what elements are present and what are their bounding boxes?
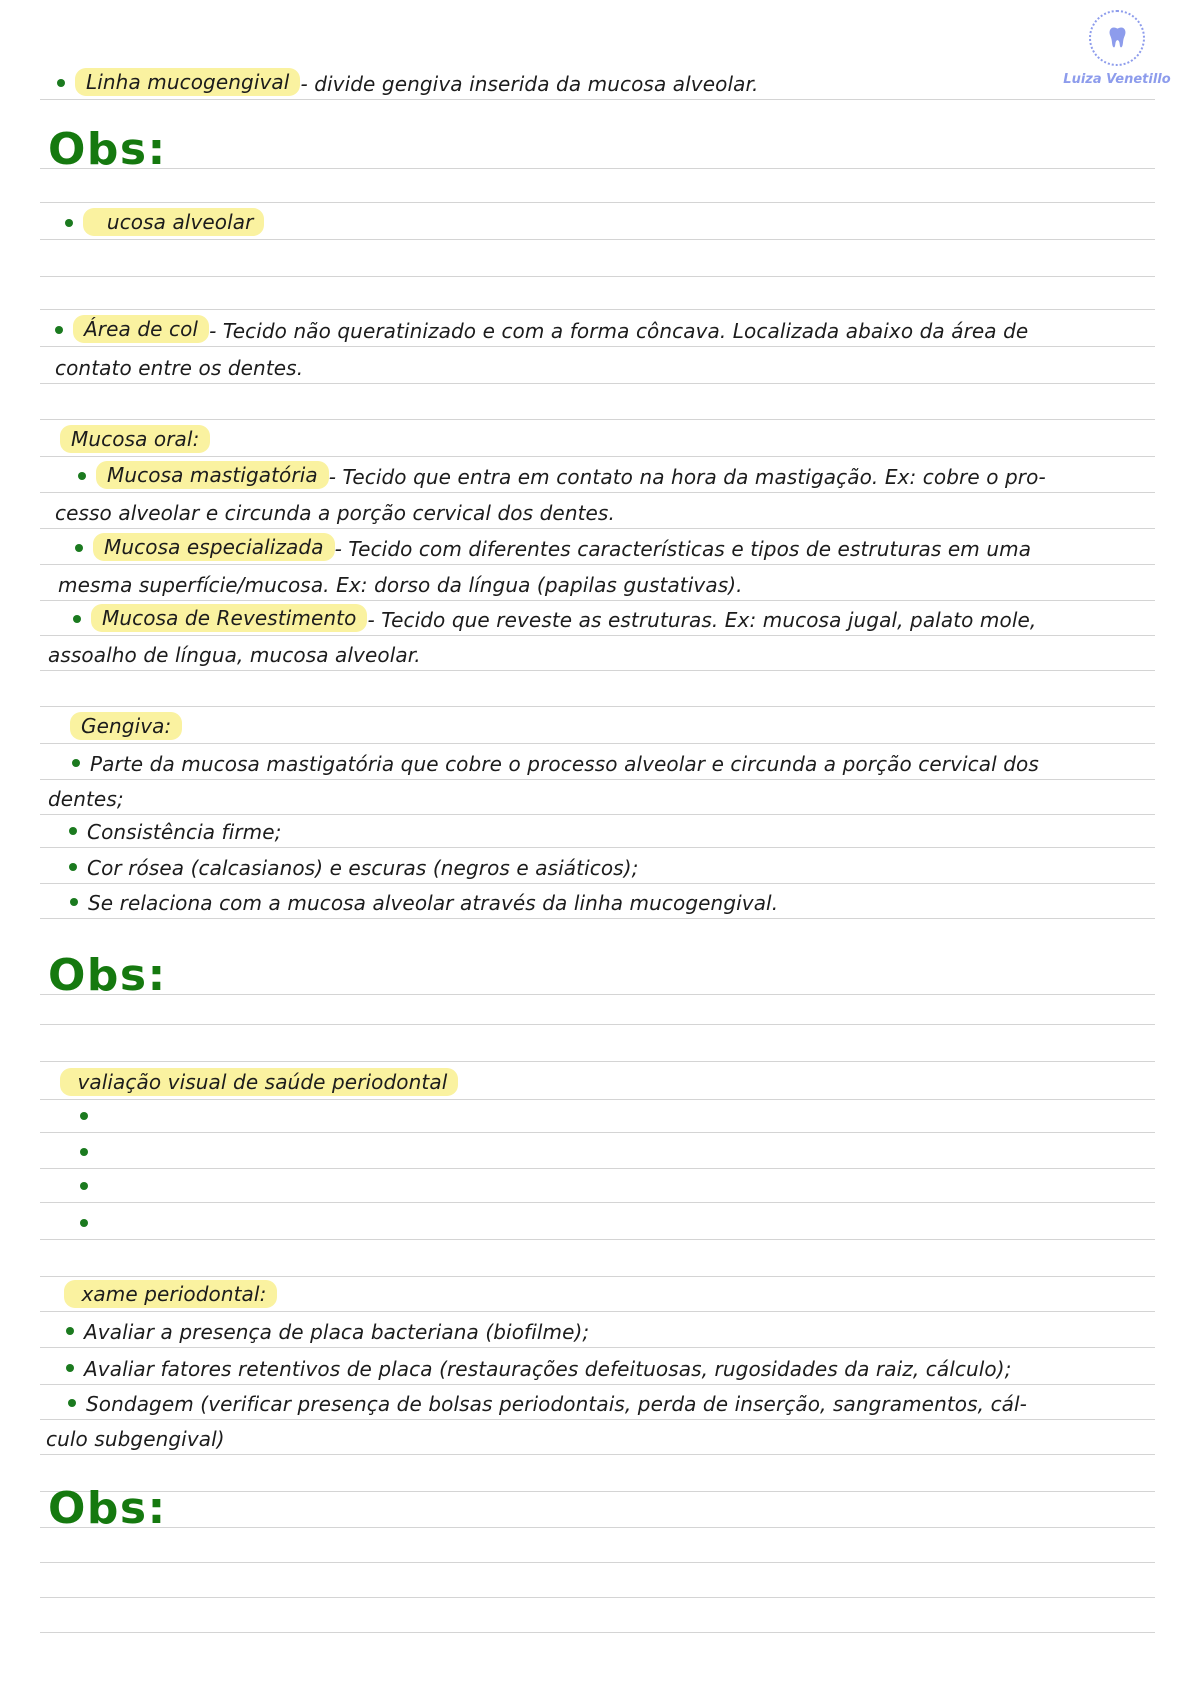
- bullet-dot-icon: [69, 827, 77, 835]
- note-text: mesma superfície/mucosa. Ex: dorso da língua (papilas gustativas).: [58, 573, 743, 597]
- ruled-line-row: [40, 995, 1155, 1025]
- bullet-dot-icon: [75, 544, 83, 552]
- note-text: - divide gengiva inserida da mucosa alveolar.: [300, 72, 759, 96]
- note-text: contato entre os dentes.: [55, 356, 304, 380]
- note-text: - Tecido não queratinizado e com a forma côncava. Localizada abaixo da área de: [209, 319, 1029, 343]
- obs-heading: Obs:: [48, 123, 167, 175]
- note-text: assoalho de língua, mucosa alveolar.: [48, 643, 421, 667]
- bullet-dot-icon: [72, 759, 80, 767]
- obs-row: [40, 100, 1155, 175]
- ruled-line-row: [40, 169, 1155, 203]
- note-text: - Tecido com diferentes características e tipos de estruturas em uma: [334, 537, 1032, 561]
- bullet-dot-icon: [80, 1182, 88, 1190]
- note-row: [40, 1062, 1155, 1100]
- note-body: [40, 0, 1155, 1633]
- highlighted-text: Área de col: [73, 315, 209, 343]
- bullet-dot-icon: [66, 1327, 74, 1335]
- highlighted-text: ucosa alveolar: [83, 208, 264, 236]
- note-row: [40, 636, 1155, 671]
- note-row: [40, 203, 1155, 240]
- ruled-line-row: [40, 1528, 1155, 1563]
- ruled-line-row: [40, 1598, 1155, 1633]
- note-text: Se relaciona com a mucosa alveolar através da linha mucogengival.: [88, 891, 779, 915]
- bullet-dot-icon: [55, 326, 63, 334]
- note-row: [40, 310, 1155, 347]
- note-row: [40, 1348, 1155, 1385]
- obs-heading: Obs:: [48, 949, 167, 1001]
- note-row: [40, 1100, 1155, 1133]
- note-row: [40, 815, 1155, 848]
- note-text: Avaliar a presença de placa bacteriana (biofilme);: [84, 1320, 590, 1344]
- ruled-line-row: [40, 1025, 1155, 1062]
- bullet-dot-icon: [70, 898, 78, 906]
- bullet-dot-icon: [66, 1364, 74, 1372]
- highlighted-text: Mucosa de Revestimento: [91, 604, 367, 632]
- note-row: [40, 1133, 1155, 1169]
- obs-row: [40, 1482, 1155, 1534]
- note-text: culo subgengival): [46, 1427, 225, 1451]
- note-text: Parte da mucosa mastigatória que cobre o processo alveolar e circunda a porção cervical dos: [90, 752, 1039, 776]
- ruled-line-row: [40, 384, 1155, 420]
- bullet-dot-icon: [73, 615, 81, 623]
- bullet-dot-icon: [57, 79, 65, 87]
- highlighted-text: xame periodontal:: [64, 1280, 277, 1308]
- note-row: [40, 780, 1155, 815]
- note-row: [40, 848, 1155, 884]
- highlighted-text: Mucosa mastigatória: [96, 461, 329, 489]
- bullet-dot-icon: [65, 219, 73, 227]
- ruled-line-row: [40, 1455, 1155, 1492]
- ruled-line-row: [40, 1563, 1155, 1598]
- note-row: [40, 565, 1155, 601]
- highlighted-text: Gengiva:: [70, 712, 182, 740]
- note-row: [40, 744, 1155, 780]
- note-row: [40, 1312, 1155, 1348]
- note-text: Sondagem (verificar presença de bolsas periodontais, perda de inserção, sangramentos, cál-: [86, 1392, 1027, 1416]
- note-row: [40, 884, 1155, 919]
- note-row: [40, 347, 1155, 384]
- note-text: Cor rósea (calcasianos) e escuras (negros e asiáticos);: [87, 856, 639, 880]
- note-text: - Tecido que entra em contato na hora da mastigação. Ex: cobre o pro-: [328, 465, 1046, 489]
- note-row: [40, 601, 1155, 636]
- ruled-line-row: [40, 1240, 1155, 1277]
- note-row: [40, 529, 1155, 565]
- bullet-dot-icon: [69, 863, 77, 871]
- bullet-dot-icon: [80, 1112, 88, 1120]
- highlighted-text: Mucosa oral:: [60, 425, 210, 453]
- bullet-dot-icon: [68, 1399, 76, 1407]
- obs-heading: Obs:: [48, 1482, 167, 1534]
- ruled-line-row: [40, 240, 1155, 277]
- ruled-line-row: [40, 671, 1155, 707]
- obs-row: [40, 919, 1155, 1001]
- note-row: [40, 1420, 1155, 1455]
- note-text: Consistência firme;: [87, 820, 282, 844]
- note-text: cesso alveolar e circunda a porção cervical dos dentes.: [55, 501, 615, 525]
- note-row: [40, 420, 1155, 457]
- note-row: [40, 457, 1155, 493]
- note-row: [40, 1277, 1155, 1312]
- bullet-dot-icon: [78, 472, 86, 480]
- highlighted-text: Linha mucogengival: [75, 68, 300, 96]
- bullet-dot-icon: [80, 1148, 88, 1156]
- note-row: [40, 1169, 1155, 1203]
- ruled-line-row: [40, 277, 1155, 310]
- highlighted-text: Mucosa especializada: [93, 533, 335, 561]
- note-row: [40, 0, 1155, 100]
- brand-name: Luiza Venetillo: [1063, 72, 1171, 87]
- note-row: [40, 707, 1155, 744]
- highlighted-text: valiação visual de saúde periodontal: [60, 1068, 458, 1096]
- note-row: [40, 493, 1155, 529]
- note-text: dentes;: [48, 787, 124, 811]
- note-text: - Tecido que reveste as estruturas. Ex: mucosa jugal, palato mole,: [367, 608, 1037, 632]
- note-row: [40, 1203, 1155, 1240]
- note-text: Avaliar fatores retentivos de placa (restaurações defeituosas, rugosidades da raiz, cálculo);: [84, 1357, 1012, 1381]
- bullet-dot-icon: [80, 1219, 88, 1227]
- note-row: [40, 1385, 1155, 1420]
